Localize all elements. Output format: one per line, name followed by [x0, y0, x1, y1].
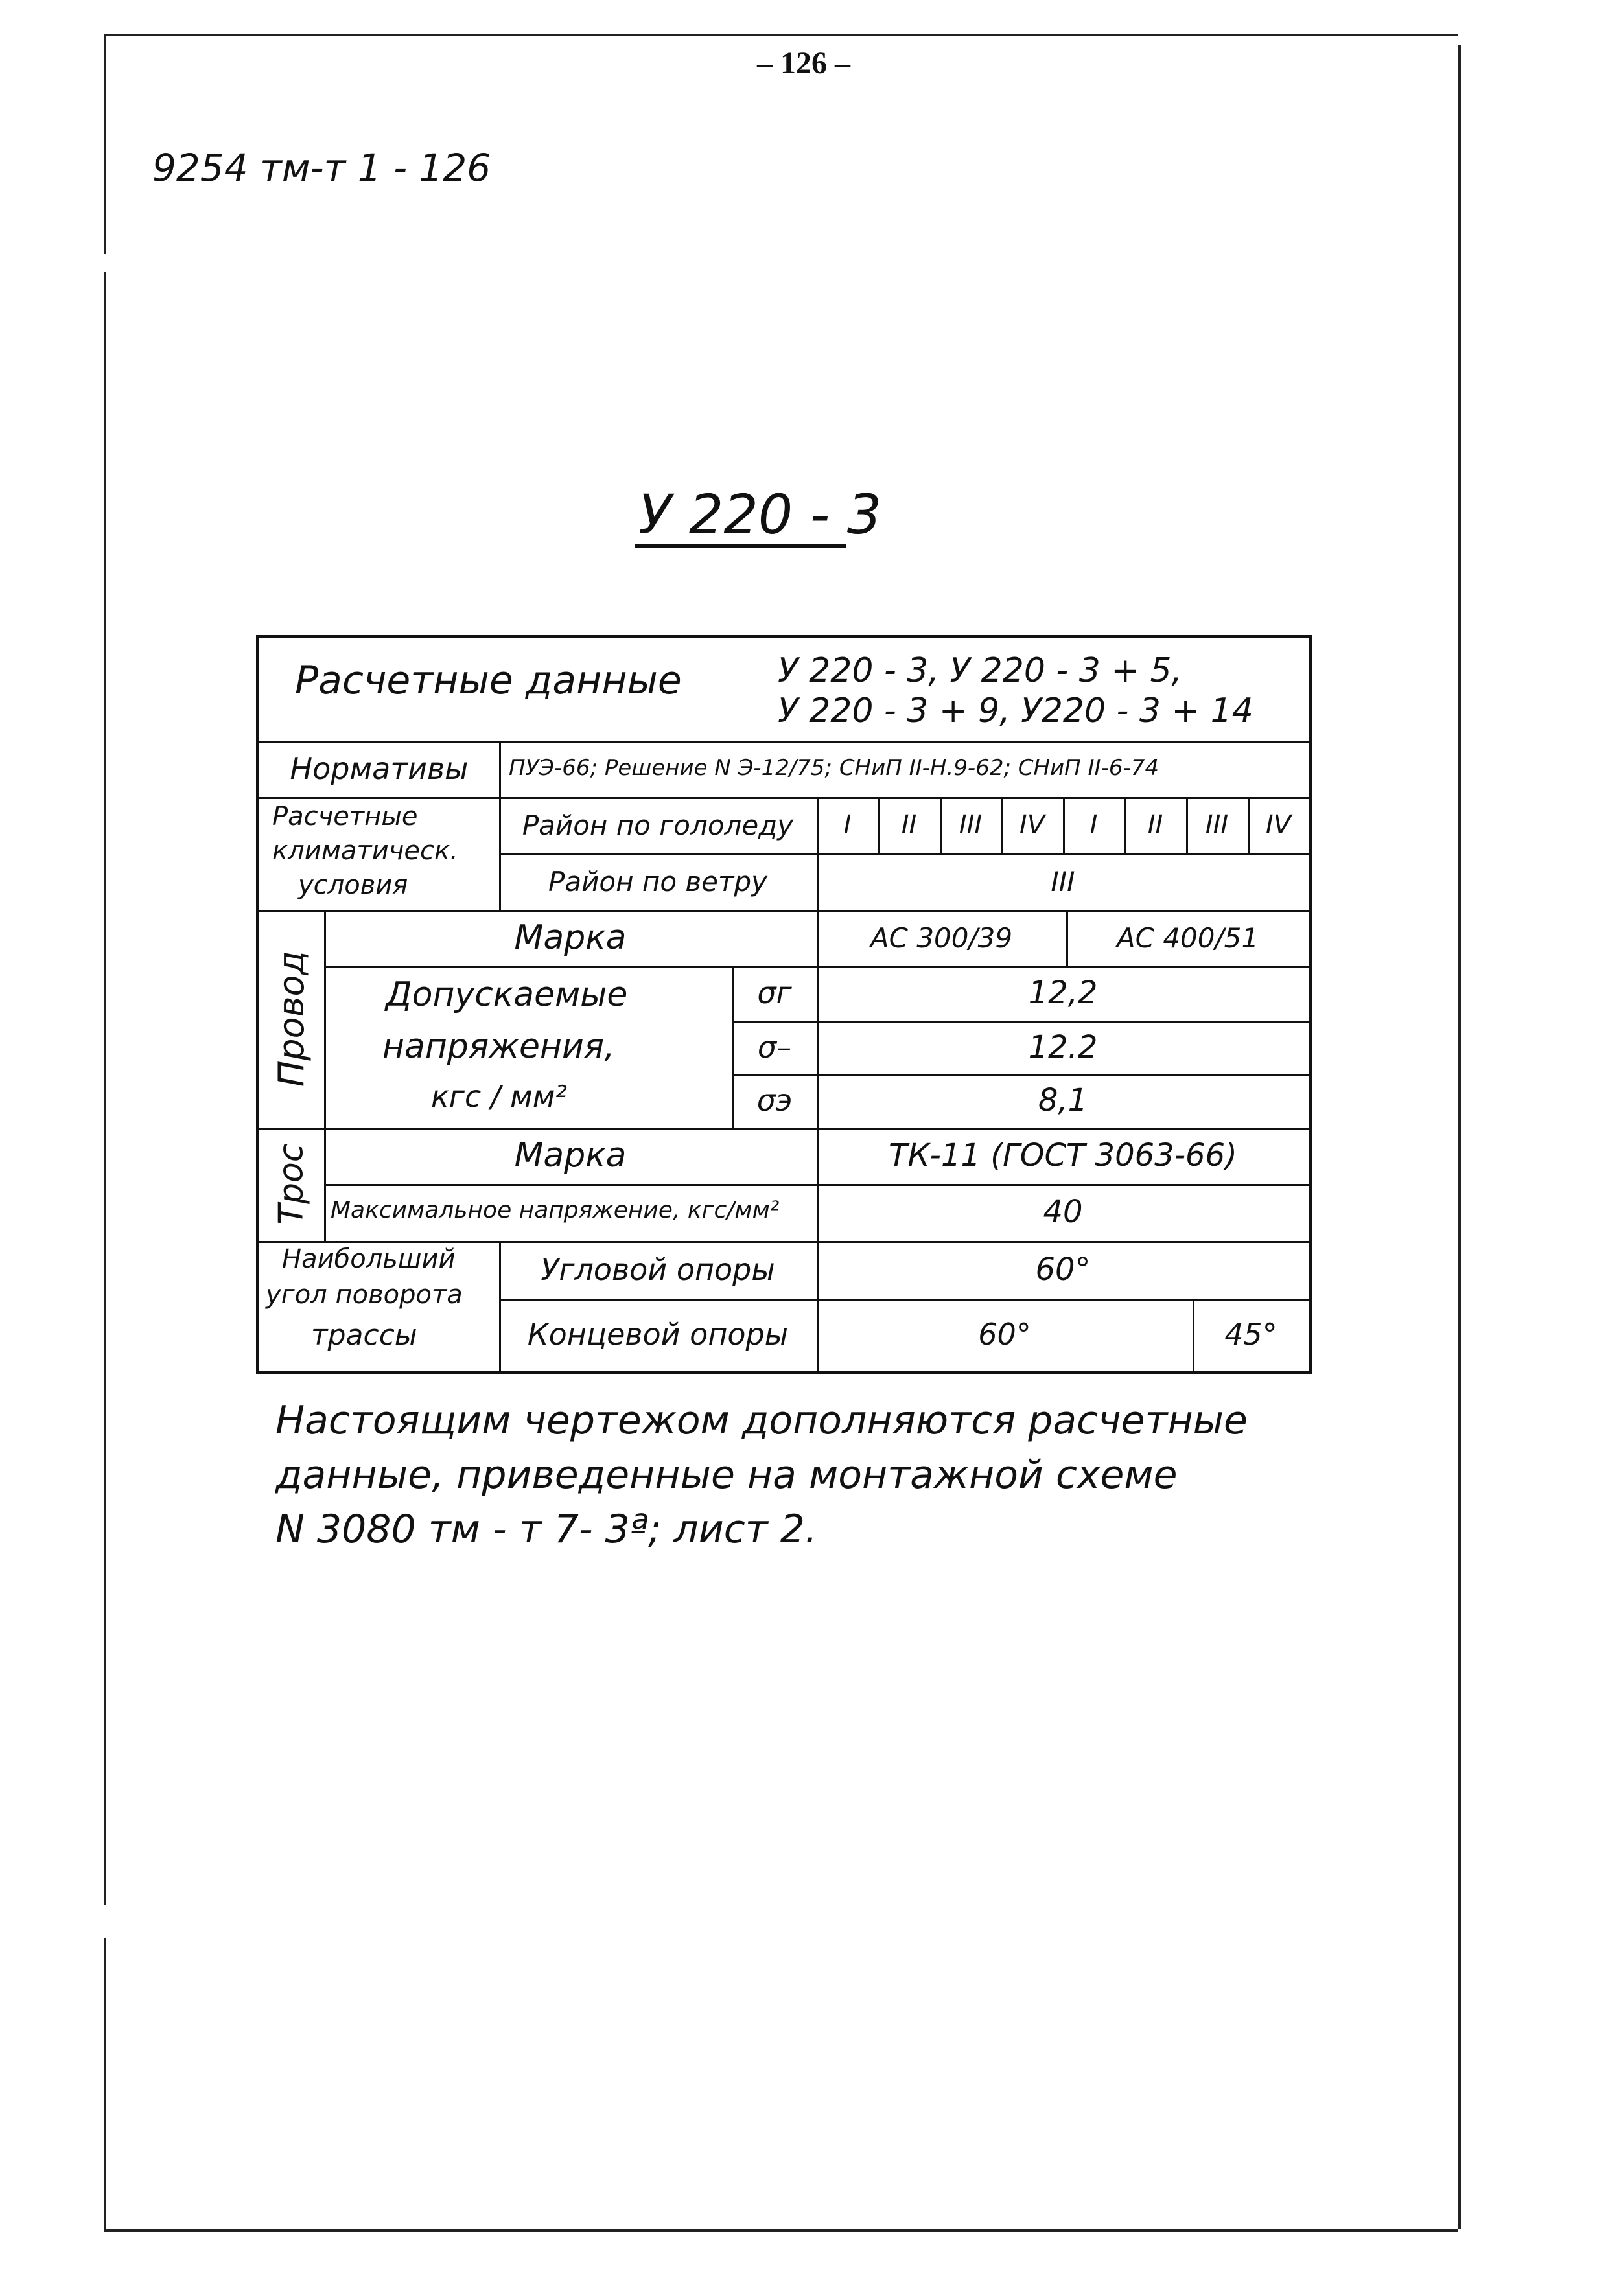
norms-value: ПУЭ-66; Решение N Э-12/75; СНиП II-Н.9-62; СНиП II-6-74: [509, 755, 1159, 781]
end-support-label: Концевой опоры: [527, 1317, 789, 1352]
ice-region-label: Район по гололеду: [522, 809, 794, 841]
calculation-data-table: [256, 635, 1312, 1374]
stress-symbol: σ–: [757, 1029, 792, 1065]
stress-value: 12,2: [1028, 974, 1098, 1011]
wire-brand-label: Марка: [514, 918, 627, 958]
cable-group-label-cell: [259, 1128, 324, 1241]
cable-brand-value: ТК-11 (ГОСТ 3063-66): [889, 1137, 1237, 1174]
angle-label-line3: трассы: [311, 1319, 417, 1352]
stress-label-line3: кгс / мм²: [431, 1079, 567, 1114]
stress-label-line1: Допускаемые: [386, 975, 628, 1014]
corner-support-label: Угловой опоры: [541, 1252, 775, 1288]
header-label: Расчетные данные: [295, 658, 682, 703]
header-variants-line2: У 220 - 3 + 9, У220 - 3 + 14: [778, 691, 1253, 730]
climate-label-line3: условия: [298, 870, 408, 900]
cable-max-stress-label: Максимальное напряжение, кгс/мм²: [331, 1197, 780, 1223]
cable-group-label: Трос: [272, 1143, 311, 1225]
cable-brand-label: Марка: [514, 1136, 627, 1176]
wind-region-value: III: [1051, 866, 1075, 898]
frame-right-border: [1458, 45, 1461, 2229]
cable-max-stress-value: 40: [1043, 1194, 1083, 1231]
corner-support-value: 60°: [1035, 1251, 1091, 1288]
title-underline: [635, 544, 846, 548]
end-support-value: 60°: [978, 1317, 1031, 1352]
frame-left-border: [104, 272, 106, 1905]
frame-bottom-border: [104, 2229, 1458, 2232]
header-variants-line1: У 220 - 3, У 220 - 3 + 5,: [778, 651, 1183, 690]
stress-label-line2: напряжения,: [382, 1027, 615, 1066]
frame-left-border: [104, 1938, 106, 2229]
ice-region-value: II: [901, 810, 917, 841]
frame-top-border: [104, 34, 1458, 36]
stress-symbol: σг: [757, 975, 792, 1010]
note-line: Настоящим чертежом дополняются расчетные: [275, 1398, 1248, 1443]
note-line: N 3080 тм - т 7- 3ª; лист 2.: [275, 1507, 817, 1552]
angle-label-line2: угол поворота: [266, 1280, 463, 1310]
norms-label: Нормативы: [290, 750, 469, 786]
table-col-divider: [499, 741, 501, 797]
page-number: – 126 –: [757, 46, 850, 80]
climate-label-line1: Расчетные: [272, 802, 418, 831]
stress-symbol: σэ: [756, 1083, 793, 1119]
wire-group-label: Провод: [270, 951, 312, 1087]
frame-left-border: [104, 34, 106, 254]
wind-region-label: Район по ветру: [548, 866, 767, 898]
note-paragraph: [275, 1393, 1345, 1557]
wire-brand-value: АС 300/39: [870, 922, 1013, 954]
ice-region-value: I: [843, 810, 852, 841]
stress-value: 8,1: [1038, 1082, 1088, 1119]
document-code: 9254 тм-т 1 - 126: [152, 146, 491, 190]
ice-region-value: II: [1147, 810, 1163, 841]
note-line: данные, приведенные на монтажной схеме: [275, 1452, 1178, 1498]
ice-region-value: III: [1205, 810, 1229, 841]
drawing-title: У 220 - 3: [638, 483, 882, 546]
ice-region-value: IV: [1019, 810, 1045, 841]
wire-group-label-cell: [259, 910, 324, 1128]
ice-region-value: IV: [1265, 810, 1292, 841]
ice-region-value: III: [959, 810, 983, 841]
end-support-value: 45°: [1224, 1317, 1277, 1352]
wire-brand-value: АС 400/51: [1116, 922, 1259, 954]
ice-region-value: I: [1089, 810, 1098, 841]
angle-label-line1: Наибольший: [282, 1244, 456, 1274]
climate-label-line2: климатическ.: [272, 836, 458, 866]
stress-value: 12.2: [1028, 1028, 1098, 1065]
